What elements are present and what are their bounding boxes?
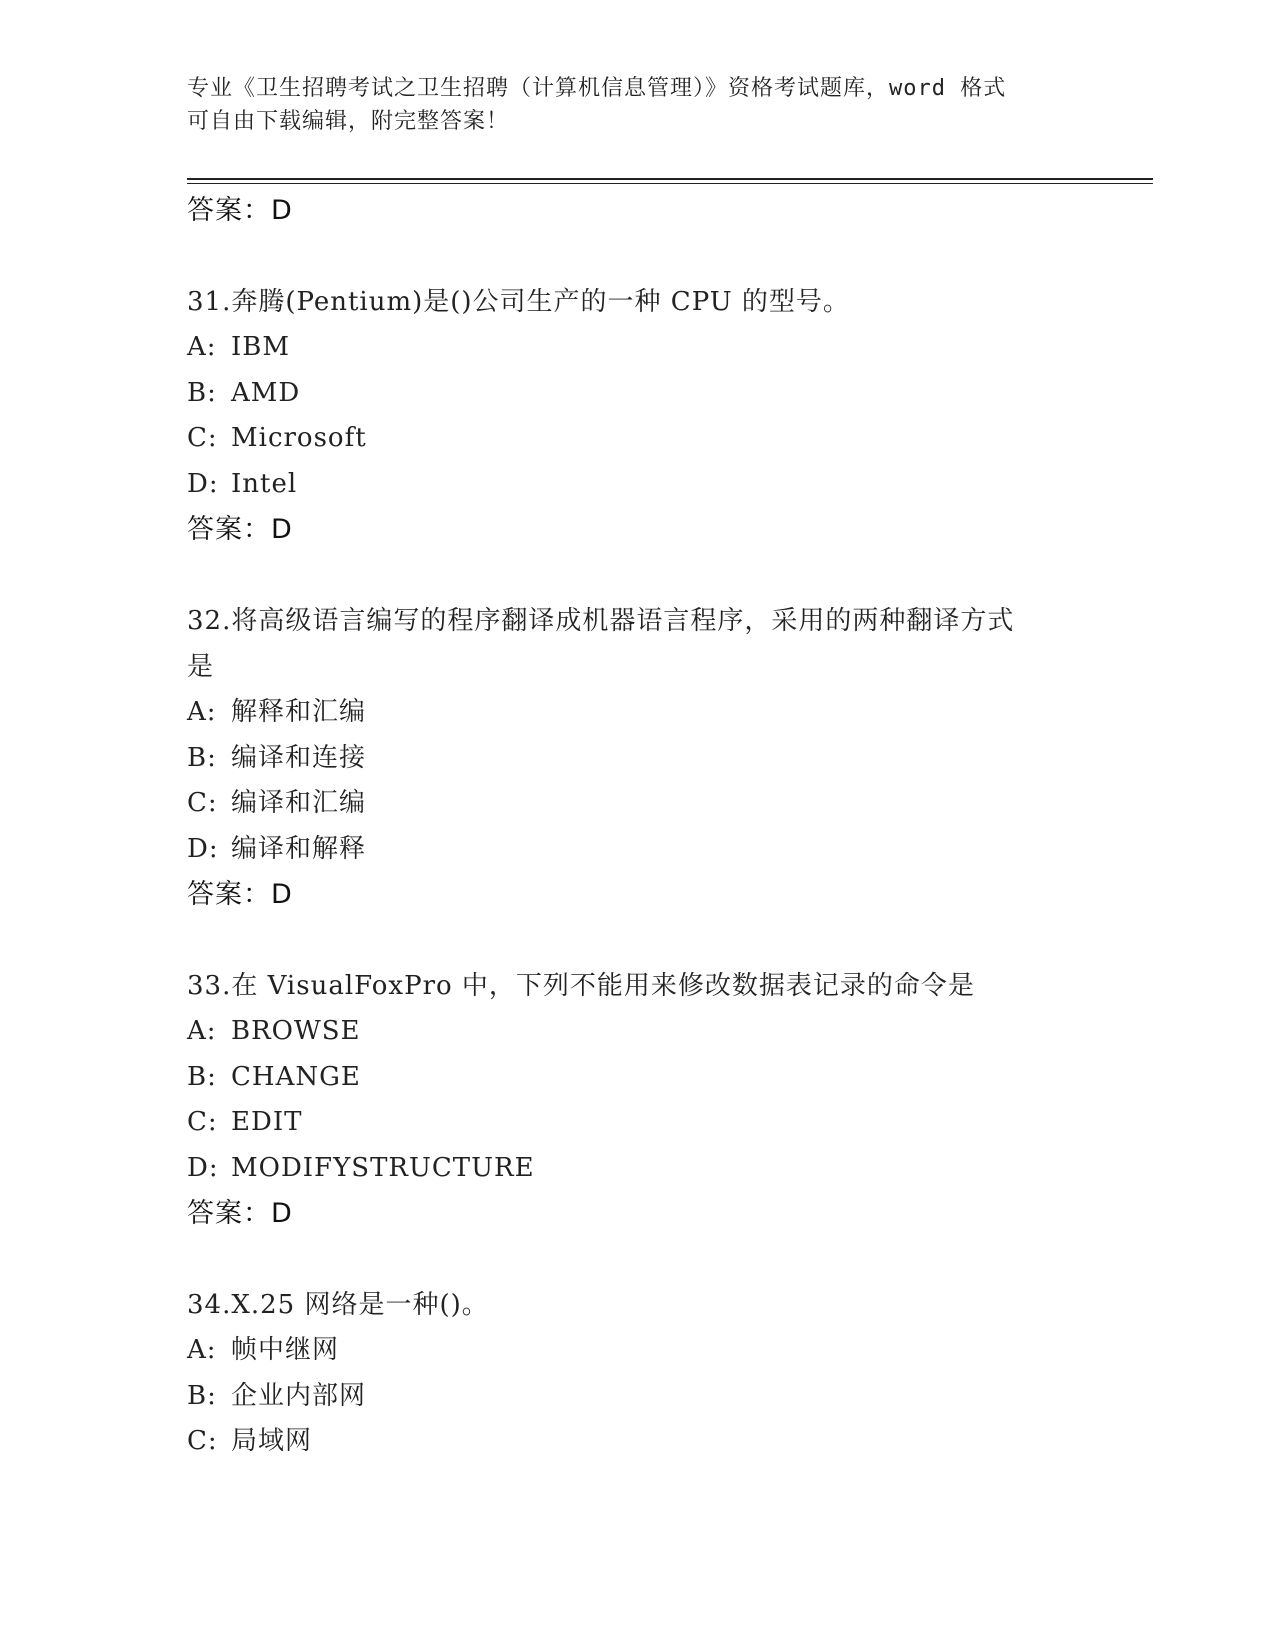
option-a	[187, 690, 1087, 736]
question-stem-continued: 是	[187, 652, 215, 682]
option-text: IBM	[231, 332, 290, 362]
option-c	[187, 1100, 1087, 1146]
answer-line: 答案：D	[187, 514, 293, 545]
question-stem: 33.在 VisualFoxPro 中，下列不能用来修改数据表记录的命令是	[187, 971, 975, 1001]
option-label: B:	[187, 377, 217, 408]
option-label: D:	[187, 468, 219, 499]
option-label: C:	[187, 423, 218, 453]
option-text: 企业内部网	[231, 1380, 367, 1411]
option-a	[187, 1328, 1087, 1374]
option-label: D:	[187, 833, 219, 864]
option-label: A:	[187, 1335, 217, 1365]
option-text: EDIT	[231, 1107, 303, 1137]
option-c	[187, 1419, 1087, 1465]
question-content	[187, 188, 1087, 1465]
option-c	[187, 416, 1087, 462]
option-text: 解释和汇编	[231, 697, 367, 727]
option-text: Microsoft	[231, 423, 367, 453]
option-text: AMD	[231, 377, 301, 408]
option-text: Intel	[231, 468, 298, 499]
option-label: B:	[187, 1380, 217, 1411]
option-label: A:	[187, 332, 217, 362]
spacer	[187, 552, 1087, 598]
answer-line: 答案：D	[187, 879, 293, 910]
header-line-1: 专业《卫生招聘考试之卫生招聘（计算机信息管理）》资格考试题库，word 格式	[187, 76, 1007, 101]
question-stem: 34.X.25 网络是一种()。	[187, 1290, 489, 1320]
option-c	[187, 781, 1087, 827]
option-text: 局域网	[231, 1426, 313, 1456]
spacer	[187, 1236, 1087, 1282]
question-stem: 32.将高级语言编写的程序翻译成机器语言程序，采用的两种翻译方式	[187, 606, 1015, 636]
option-label: C:	[187, 1107, 218, 1137]
option-text: 编译和解释	[231, 833, 367, 864]
option-text: 帧中继网	[231, 1335, 340, 1365]
option-text: MODIFYSTRUCTURE	[231, 1152, 535, 1183]
option-b	[187, 1374, 1087, 1420]
option-b	[187, 371, 1087, 417]
spacer	[187, 917, 1087, 963]
option-b	[187, 736, 1087, 782]
option-text: 编译和连接	[231, 742, 367, 773]
option-text: BROWSE	[231, 1016, 361, 1046]
option-text: CHANGE	[231, 1061, 361, 1092]
answer-line: 答案：D	[187, 195, 293, 226]
header-rule-thin	[187, 183, 1153, 184]
option-text: 编译和汇编	[231, 788, 367, 818]
option-label: C:	[187, 788, 218, 818]
page-header	[187, 72, 1087, 138]
option-d	[187, 827, 1087, 873]
spacer	[187, 233, 1087, 279]
answer-line: 答案：D	[187, 1198, 293, 1229]
option-label: B:	[187, 1061, 217, 1092]
question-stem: 31.奔腾(Pentium)是()公司生产的一种 CPU 的型号。	[187, 287, 850, 317]
option-label: D:	[187, 1152, 219, 1183]
option-label: B:	[187, 742, 217, 773]
option-label: A:	[187, 1016, 217, 1046]
option-a	[187, 325, 1087, 371]
option-a	[187, 1009, 1087, 1055]
option-d	[187, 1146, 1087, 1192]
option-label: A:	[187, 697, 217, 727]
header-line-2: 可自由下载编辑，附完整答案！	[187, 109, 510, 134]
option-d	[187, 462, 1087, 508]
option-label: C:	[187, 1426, 218, 1456]
option-b	[187, 1055, 1087, 1101]
header-rule-thick	[187, 178, 1153, 180]
